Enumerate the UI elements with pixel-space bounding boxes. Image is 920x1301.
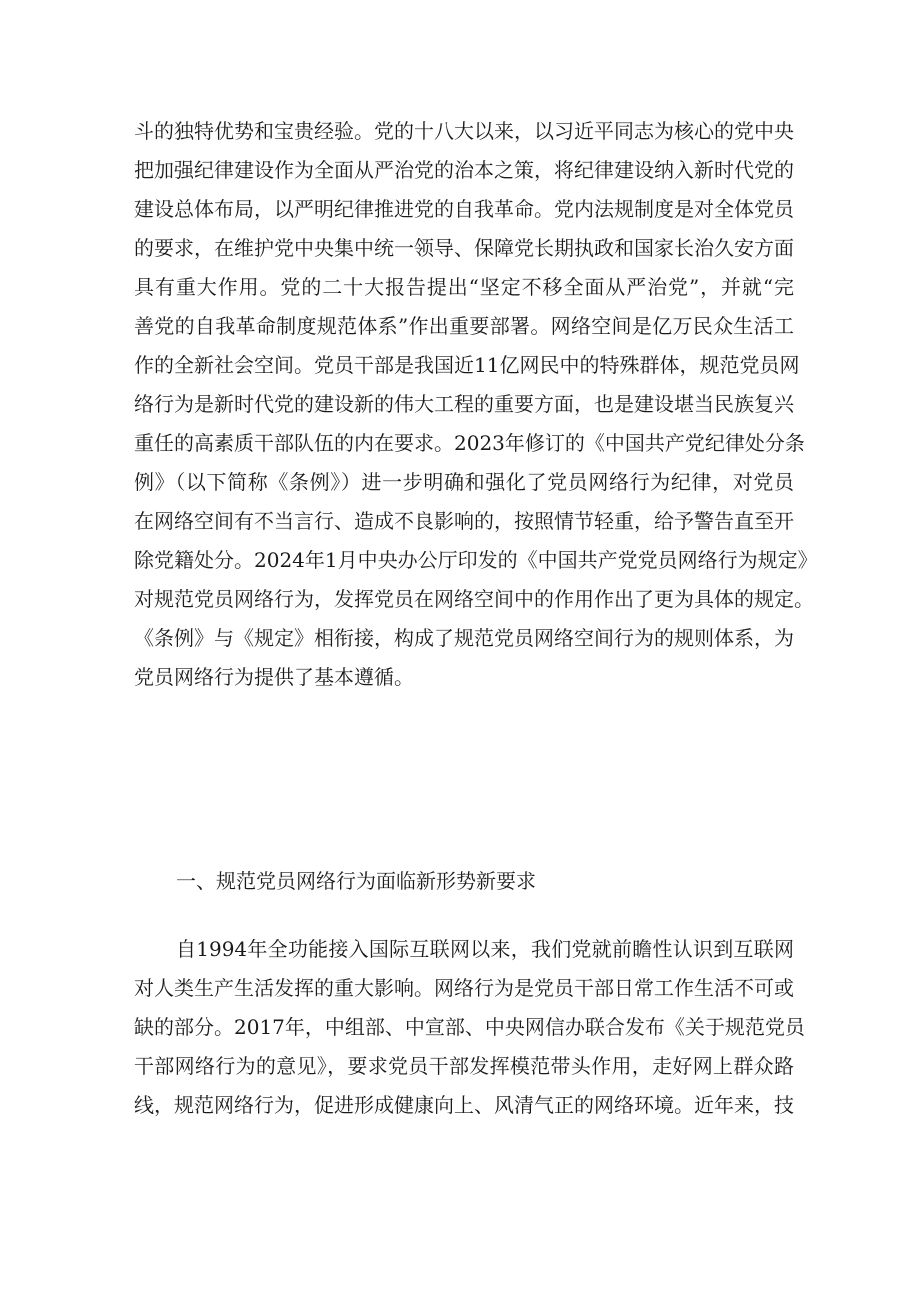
paragraph-line: 对人类生产生活发挥的重大影响。网络行为是党员干部日常工作生活不可或 [134, 976, 794, 1000]
paragraph-line: 线，规范网络行为，促进形成健康向上、风清气正的网络环境。近年来，技 [134, 1093, 794, 1117]
paragraph-line: 斗的独特优势和宝贵经验。党的十八大以来，以习近平同志为核心的党中央 [134, 119, 794, 143]
paragraph-line: 络行为是新时代党的建设新的伟大工程的重要方面，也是建设堪当民族复兴 [134, 392, 794, 416]
paragraph-line: 重任的高素质干部队伍的内在要求。2023年修订的《中国共产党纪律处分条 [134, 431, 805, 455]
paragraph-line: 干部网络行为的意见》，要求党员干部发挥模范带头作用，走好网上群众路 [134, 1054, 794, 1078]
paragraph-line: 把加强纪律建设作为全面从严治党的治本之策，将纪律建设纳入新时代党的 [134, 158, 794, 182]
paragraph-line: 缺的部分。2017年，中组部、中宣部、中央网信办联合发布《关于规范党员 [134, 1015, 805, 1039]
paragraph-line: 的要求，在维护党中央集中统一领导、保障党长期执政和国家长治久安方面 [134, 236, 794, 260]
paragraph-line: 具有重大作用。党的二十大报告提出“坚定不移全面从严治党”，并就“完 [134, 275, 794, 299]
paragraph-line: 对规范党员网络行为，发挥党员在网络空间中的作用作出了更为具体的规定。 [134, 587, 814, 611]
paragraph-1 [134, 112, 818, 697]
paragraph-line: 在网络空间有不当言行、造成不良影响的，按照情节轻重，给予警告直至开 [134, 509, 794, 533]
paragraph-line: 善党的自我革命制度规范体系”作出重要部署。网络空间是亿万民众生活工 [134, 314, 794, 338]
paragraph-line: 《条例》与《规定》相衔接，构成了规范党员网络空间行为的规则体系，为 [134, 626, 794, 650]
paragraph-line: 除党籍处分。2024年1月中央办公厅印发的《中国共产党党员网络行为规定》 [134, 548, 818, 572]
paragraph-line: 党员网络行为提供了基本遵循。 [134, 665, 414, 689]
paragraph-line: 例》（以下简称《条例》）进一步明确和强化了党员网络行为纪律，对党员 [134, 470, 794, 494]
paragraph-line: 自1994年全功能接入国际互联网以来，我们党就前瞻性认识到互联网 [176, 937, 794, 961]
section-heading: 一、规范党员网络行为面临新形势新要求 [176, 869, 536, 893]
paragraph-line: 作的全新社会空间。党员干部是我国近11亿网民中的特殊群体，规范党员网 [134, 353, 800, 377]
paragraph-line: 建设总体布局，以严明纪律推进党的自我革命。党内法规制度是对全体党员 [134, 197, 794, 221]
paragraph-2 [134, 930, 805, 1125]
